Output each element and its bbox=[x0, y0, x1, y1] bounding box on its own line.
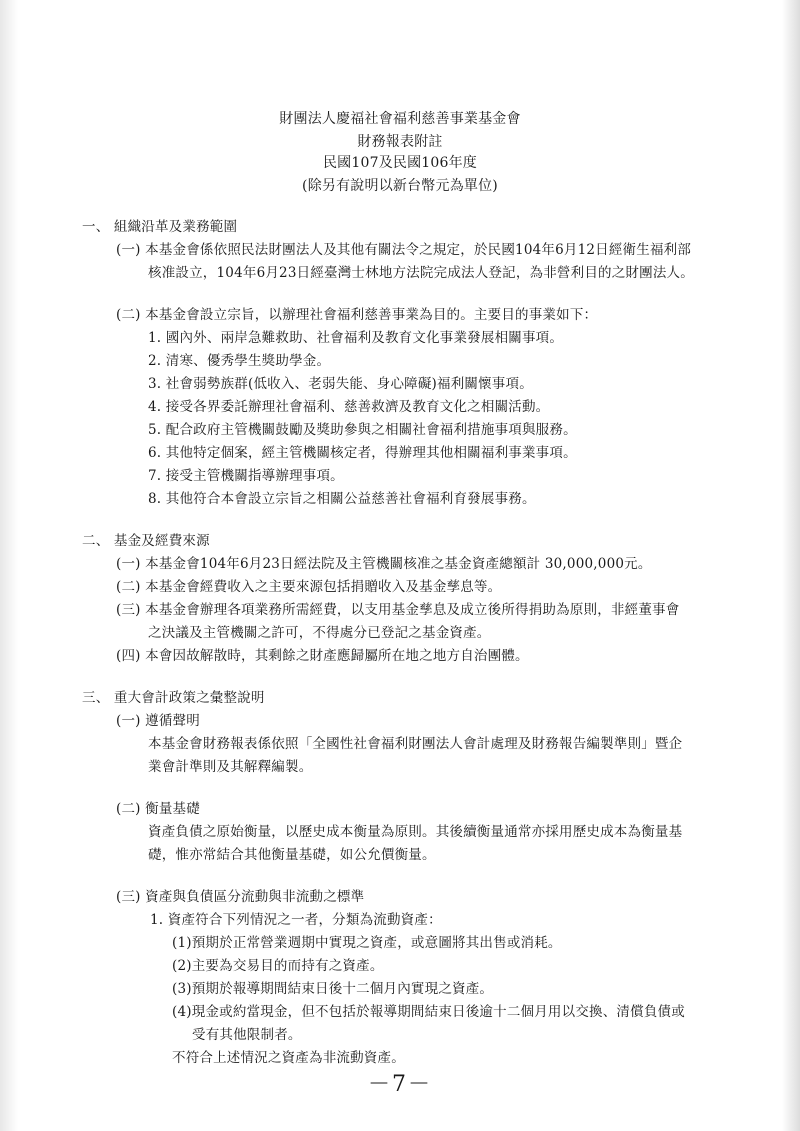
section-1-sub2-intro: (二) 本基金會設立宗旨，以辦理社會福利慈善事業為目的。主要目的事業如下： bbox=[116, 307, 598, 323]
section-3-heading: 三、 重大會計政策之彙整說明 bbox=[82, 690, 265, 706]
condition-line: (2)主要為交易目的而持有之資產。 bbox=[172, 958, 384, 974]
fund-line: (三) 本基金會辦理各項業務所需經費，以支用基金孳息及成立後所得捐助為原則，非經董事會 bbox=[116, 602, 680, 618]
purpose-item: 2. 清寒、優秀學生獎助學金。 bbox=[148, 353, 331, 369]
compliance-line: 本基金會財務報表係依照「全國性社會福利財團法人會計處理及財務報告編製準則」暨企 bbox=[148, 736, 683, 752]
condition-line: (1)預期於正常營業週期中實現之資產，或意圖將其出售或消耗。 bbox=[172, 935, 562, 951]
purpose-item: 5. 配合政府主管機關鼓勵及獎助參與之相關社會福利措施事項與服務。 bbox=[148, 422, 577, 438]
report-period: 民國107及民國106年度 bbox=[322, 155, 478, 171]
condition-line: (3)預期於報導期間結束日後十二個月內實現之資產。 bbox=[172, 981, 494, 997]
condition-line: 受有其他限制者。 bbox=[192, 1027, 302, 1043]
purpose-item: 7. 接受主管機關指導辦理事項。 bbox=[148, 468, 344, 484]
measurement-title: (二) 衡量基礎 bbox=[116, 801, 200, 817]
org-name: 財團法人慶福社會福利慈善事業基金會 bbox=[279, 111, 521, 127]
section-1-sub1-line1: (一) 本基金會係依照民法財團法人及其他有關法令之規定，於民國104年6月12日經衛生福利部 bbox=[116, 242, 692, 258]
currency-note: (除另有說明以新台幣元為單位) bbox=[302, 178, 498, 194]
page-number: －7－ bbox=[368, 1072, 432, 1097]
condition-line: (4)現金或約當現金，但不包括於報導期間結束日後逾十二個月用以交換、清償負債或 bbox=[172, 1004, 685, 1020]
purpose-item: 4. 接受各界委託辦理社會福利、慈善救濟及教育文化之相關活動。 bbox=[148, 399, 550, 415]
section-1-heading: 一、 組織沿革及業務範圍 bbox=[82, 219, 238, 235]
compliance-title: (一) 遵循聲明 bbox=[116, 713, 200, 729]
compliance-line: 業會計準則及其解釋編製。 bbox=[148, 759, 313, 775]
measurement-line: 礎，惟亦常結合其他衡量基礎，如公允價衡量。 bbox=[148, 847, 436, 863]
classification-title: (三) 資產與負債區分流動與非流動之標準 bbox=[116, 889, 365, 905]
purpose-item: 8. 其他符合本會設立宗旨之相關公益慈善社會福利育發展事務。 bbox=[148, 491, 536, 507]
purpose-item: 6. 其他特定個案，經主管機關核定者，得辦理其他相關福利事業事項。 bbox=[148, 445, 577, 461]
doc-title: 財務報表附註 bbox=[357, 134, 443, 150]
purpose-item: 1. 國內外、兩岸急難救助、社會福利及教育文化事業發展相關事項。 bbox=[148, 330, 564, 346]
section-2-heading: 二、 基金及經費來源 bbox=[82, 533, 210, 549]
fund-line: (二) 本基金會經費收入之主要來源包括捐贈收入及基金孳息等。 bbox=[116, 579, 502, 595]
classification-conclusion: 不符合上述情況之資產為非流動資產。 bbox=[172, 1050, 405, 1066]
classification-point: 1. 資產符合下列情況之一者，分類為流動資產： bbox=[150, 912, 442, 928]
fund-line: (四) 本會因故解散時，其剩餘之財產應歸屬所在地之地方自治團體。 bbox=[116, 648, 529, 664]
fund-line: 之決議及主管機關之許可，不得處分已登記之基金資產。 bbox=[148, 625, 491, 641]
purpose-item: 3. 社會弱勢族群(低收入、老弱失能、身心障礙)福利關懷事項。 bbox=[148, 376, 533, 392]
section-1-sub1-line2: 核准設立，104年6月23日經臺灣士林地方法院完成法人登記，為非營利目的之財團法人。 bbox=[148, 265, 694, 281]
fund-line: (一) 本基金會104年6月23日經法院及主管機關核准之基金資產總額計 30,000,000元。 bbox=[116, 556, 652, 572]
measurement-line: 資產負債之原始衡量，以歷史成本衡量為原則。其後續衡量通常亦採用歷史成本為衡量基 bbox=[148, 824, 683, 840]
